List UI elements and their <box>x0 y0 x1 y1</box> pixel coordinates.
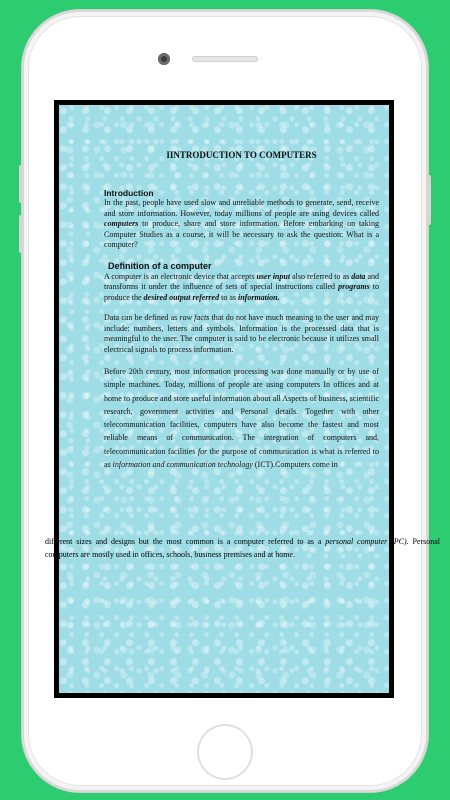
document-title: IINTRODUCTION TO COMPUTERS <box>166 150 317 160</box>
bottom-paragraph: different sizes and designs but the most common is a computer referred to as a personal computer (PC). Personal computers are mostly used in offices, schools, business premises and at home. <box>45 537 441 560</box>
bottom-paragraph-container <box>45 535 440 572</box>
camera-icon <box>158 53 170 65</box>
volume-button <box>19 165 23 203</box>
home-button[interactable] <box>197 724 253 780</box>
speaker-grille <box>192 56 258 62</box>
history-paragraph: Before 20th century, most information processing was done manually or by use of simple machines. Today, millions of people are using computers In offices and at home to produce and store useful information about all Aspects of business, scientific research, government activities and Personal details. Together with other telecommunication facilities, computers have also become the fastest and most reliable means of communication. The integration of computers and, telecommunication facilities for the purpose of communication is what is referred to as information and communication technology (ICT).Computers come in <box>104 367 379 470</box>
definition-paragraph: A computer is an electronic device that accepts user input also referred to as data and transforms it under the influence of sets of special instructions called programs to produce the desired output referred to as information. <box>104 271 379 302</box>
intro-paragraph: In the past, people have used slow and unreliable methods to generate, send, receive and store information. However, today millions of people are using devices called computers to produce, share and store information. Before embarking on taking Computer Studies as a course, it will be necessary to ask the question: What is a computer? <box>104 198 379 249</box>
data-paragraph: Data can be defined as raw facts that do not have much meaning to the user and may include: numbers, letters and symbols. Information is the processed data that is meaningful to the user. The computer is said to be electronic because it utilizes small electrical signals to process information. <box>104 313 380 354</box>
document-page[interactable] <box>59 105 389 693</box>
screen <box>54 100 394 698</box>
intro-heading: Introduction <box>104 188 154 198</box>
volume-button <box>19 215 23 253</box>
definition-heading: Definition of a computer <box>108 260 212 271</box>
power-button <box>427 175 431 225</box>
